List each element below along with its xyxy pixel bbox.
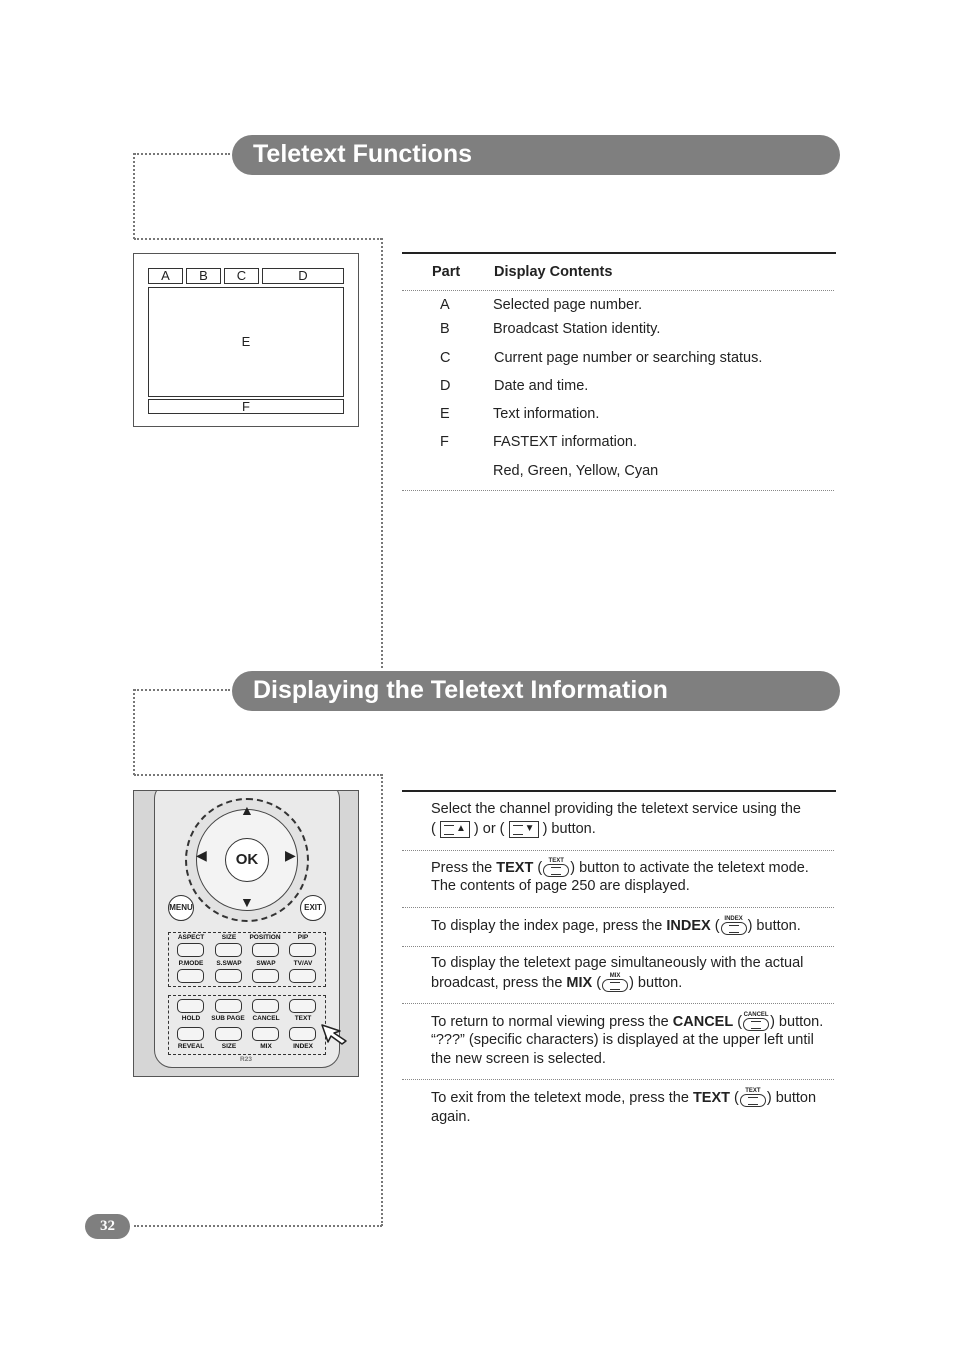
step-5-line-2: “???” (specific characters) is displayed at the upper left until bbox=[431, 1032, 814, 1048]
table-part: C bbox=[440, 350, 451, 366]
guide-dotted bbox=[134, 1225, 382, 1227]
step-4-line-2 bbox=[431, 973, 682, 993]
remote-label: HOLD bbox=[181, 1015, 201, 1022]
step-text: ) button. bbox=[770, 1013, 824, 1030]
index-button-icon: INDEX bbox=[720, 916, 748, 936]
mix-button-icon: MIX bbox=[601, 973, 629, 993]
step-6-line-2: again. bbox=[431, 1109, 471, 1125]
remote-label: SWAP bbox=[256, 960, 276, 967]
remote-label: SIZE bbox=[221, 934, 237, 941]
exit-label: EXIT bbox=[304, 903, 322, 912]
step-text: To display the index page, press the bbox=[431, 917, 663, 934]
table-contents: Selected page number. bbox=[493, 297, 643, 313]
remote-label: POSITION bbox=[249, 934, 281, 941]
diagram-part-b: B bbox=[186, 268, 221, 284]
step-text: ) button. bbox=[542, 821, 596, 837]
table-extra-colors: Red, Green, Yellow, Cyan bbox=[493, 463, 659, 479]
step-text: broadcast, press the bbox=[431, 974, 563, 991]
channel-up-icon: ▲ bbox=[440, 821, 470, 838]
step-text: ) or ( bbox=[473, 821, 505, 837]
table-contents: Date and time. bbox=[494, 378, 589, 394]
remote-label: SUB PAGE bbox=[211, 1015, 245, 1022]
step-6-line-1 bbox=[431, 1088, 816, 1108]
remote-label: MIX bbox=[260, 1043, 272, 1050]
diagram-part-d: D bbox=[262, 268, 344, 284]
page-number: 32 bbox=[85, 1214, 130, 1239]
step-3-line-1 bbox=[431, 916, 801, 936]
step-text: To exit from the teletext mode, press the bbox=[431, 1089, 689, 1106]
table-part: E bbox=[440, 406, 450, 422]
step-2-line-1 bbox=[431, 858, 809, 878]
remote-label: SIZE bbox=[221, 1043, 237, 1050]
channel-up-arrow-icon[interactable]: ▲ bbox=[240, 802, 254, 818]
guide-dotted bbox=[133, 689, 135, 775]
table-header-part: Part bbox=[432, 264, 461, 280]
guide-dotted bbox=[134, 774, 382, 776]
step-text: ( bbox=[734, 1089, 739, 1106]
remote-label: PIP bbox=[297, 934, 309, 941]
pmode-button[interactable] bbox=[177, 969, 204, 983]
sswap-button[interactable] bbox=[215, 969, 242, 983]
tvav-button[interactable] bbox=[289, 969, 316, 983]
aspect-button[interactable] bbox=[177, 943, 204, 957]
text-button-icon: TEXT bbox=[542, 858, 570, 878]
channel-down-icon: ▼ bbox=[509, 821, 539, 838]
teletext-size-button[interactable] bbox=[215, 1027, 242, 1041]
step-divider bbox=[402, 850, 834, 851]
hold-button[interactable] bbox=[177, 999, 204, 1013]
table-header-rule bbox=[402, 290, 834, 291]
remote-label: REVEAL bbox=[177, 1043, 205, 1050]
step-keyword: TEXT bbox=[496, 859, 534, 876]
guide-dotted bbox=[381, 238, 383, 668]
table-part: D bbox=[440, 378, 451, 394]
guide-dotted bbox=[381, 774, 383, 1226]
table-top-rule bbox=[402, 252, 836, 254]
index-button[interactable] bbox=[289, 1027, 316, 1041]
remote-label: TV/AV bbox=[293, 960, 313, 967]
diagram-part-f: F bbox=[148, 399, 344, 414]
text-button-icon: TEXT bbox=[739, 1088, 767, 1108]
step-text: To return to normal viewing press the bbox=[431, 1013, 669, 1030]
remote-model-label: R23 bbox=[240, 1056, 252, 1063]
remote-label: ASPECT bbox=[177, 934, 205, 941]
step-text: Press the bbox=[431, 859, 493, 876]
reveal-button[interactable] bbox=[177, 1027, 204, 1041]
step-text: ( bbox=[431, 821, 436, 837]
guide-dotted bbox=[133, 153, 135, 239]
ok-button[interactable] bbox=[225, 838, 269, 882]
table-contents: FASTEXT information. bbox=[493, 434, 637, 450]
table-part: F bbox=[440, 434, 449, 450]
remote-control-illustration bbox=[133, 790, 359, 1077]
guide-dotted bbox=[134, 689, 230, 691]
table-header-contents: Display Contents bbox=[494, 264, 613, 280]
table-part: B bbox=[440, 321, 450, 337]
table-contents: Broadcast Station identity. bbox=[493, 321, 661, 337]
teletext-screen-diagram bbox=[133, 253, 359, 427]
remote-label: CANCEL bbox=[252, 1015, 280, 1022]
step-2-line-2: The contents of page 250 are displayed. bbox=[431, 878, 690, 894]
table-contents: Current page number or searching status. bbox=[494, 350, 763, 366]
step-text: ) button. bbox=[747, 917, 801, 934]
remote-label: INDEX bbox=[293, 1043, 313, 1050]
step-text: ( bbox=[537, 859, 543, 876]
remote-label: TEXT bbox=[294, 1015, 312, 1022]
step-divider bbox=[402, 1079, 834, 1080]
ok-label: OK bbox=[235, 851, 259, 868]
volume-left-arrow-icon[interactable]: ◀ bbox=[196, 847, 207, 863]
diagram-part-c: C bbox=[224, 268, 259, 284]
guide-dotted bbox=[134, 153, 230, 155]
volume-right-arrow-icon[interactable]: ▶ bbox=[285, 847, 296, 863]
table-part: A bbox=[440, 297, 450, 313]
step-divider bbox=[402, 907, 834, 908]
diagram-part-a: A bbox=[148, 268, 183, 284]
step-keyword: CANCEL bbox=[672, 1013, 734, 1030]
table-bottom-rule bbox=[402, 490, 834, 491]
step-text: ) button to activate the teletext mode. bbox=[570, 859, 809, 876]
size-button[interactable] bbox=[215, 943, 242, 957]
step-5-line-1 bbox=[431, 1012, 823, 1032]
step-keyword: INDEX bbox=[666, 917, 711, 934]
step-divider bbox=[402, 1003, 834, 1004]
step-text: ( bbox=[737, 1013, 743, 1030]
step-text: ( bbox=[596, 974, 602, 991]
subpage-button[interactable] bbox=[215, 999, 242, 1013]
guide-dotted bbox=[134, 238, 382, 240]
cancel-button[interactable] bbox=[252, 999, 279, 1013]
step-divider bbox=[402, 946, 834, 947]
step-1-line-1: Select the channel providing the teletext service using the bbox=[431, 801, 801, 817]
menu-label: MENU bbox=[169, 903, 193, 912]
swap-button[interactable] bbox=[252, 969, 279, 983]
menu-button[interactable] bbox=[168, 895, 194, 921]
exit-button[interactable] bbox=[300, 895, 326, 921]
mix-button[interactable] bbox=[252, 1027, 279, 1041]
section-title-displaying-teletext: Displaying the Teletext Information bbox=[232, 671, 840, 711]
remote-label: S.SWAP bbox=[216, 960, 242, 967]
remote-label: P.MODE bbox=[178, 960, 204, 967]
step-5-line-3: the new screen is selected. bbox=[431, 1051, 606, 1067]
text-button[interactable] bbox=[289, 999, 316, 1013]
position-button[interactable] bbox=[252, 943, 279, 957]
step-keyword: TEXT bbox=[692, 1089, 730, 1106]
diagram-part-e bbox=[148, 287, 344, 397]
step-text: ( bbox=[714, 917, 720, 934]
steps-top-rule bbox=[402, 790, 836, 792]
step-1-line-2 bbox=[431, 820, 596, 839]
step-text: ) button. bbox=[629, 974, 683, 991]
step-keyword: MIX bbox=[566, 974, 593, 991]
step-4-line-1: To display the teletext page simultaneously with the actual bbox=[431, 955, 804, 971]
cancel-button-icon: CANCEL bbox=[742, 1012, 770, 1032]
step-text: ) button bbox=[766, 1089, 817, 1106]
section-title-teletext-functions: Teletext Functions bbox=[232, 135, 840, 175]
pointer-hand-icon bbox=[320, 1021, 348, 1045]
channel-down-arrow-icon[interactable]: ▼ bbox=[240, 894, 254, 910]
pip-button[interactable] bbox=[289, 943, 316, 957]
table-contents: Text information. bbox=[493, 406, 600, 422]
diagram-part-e-label: E bbox=[241, 334, 251, 349]
